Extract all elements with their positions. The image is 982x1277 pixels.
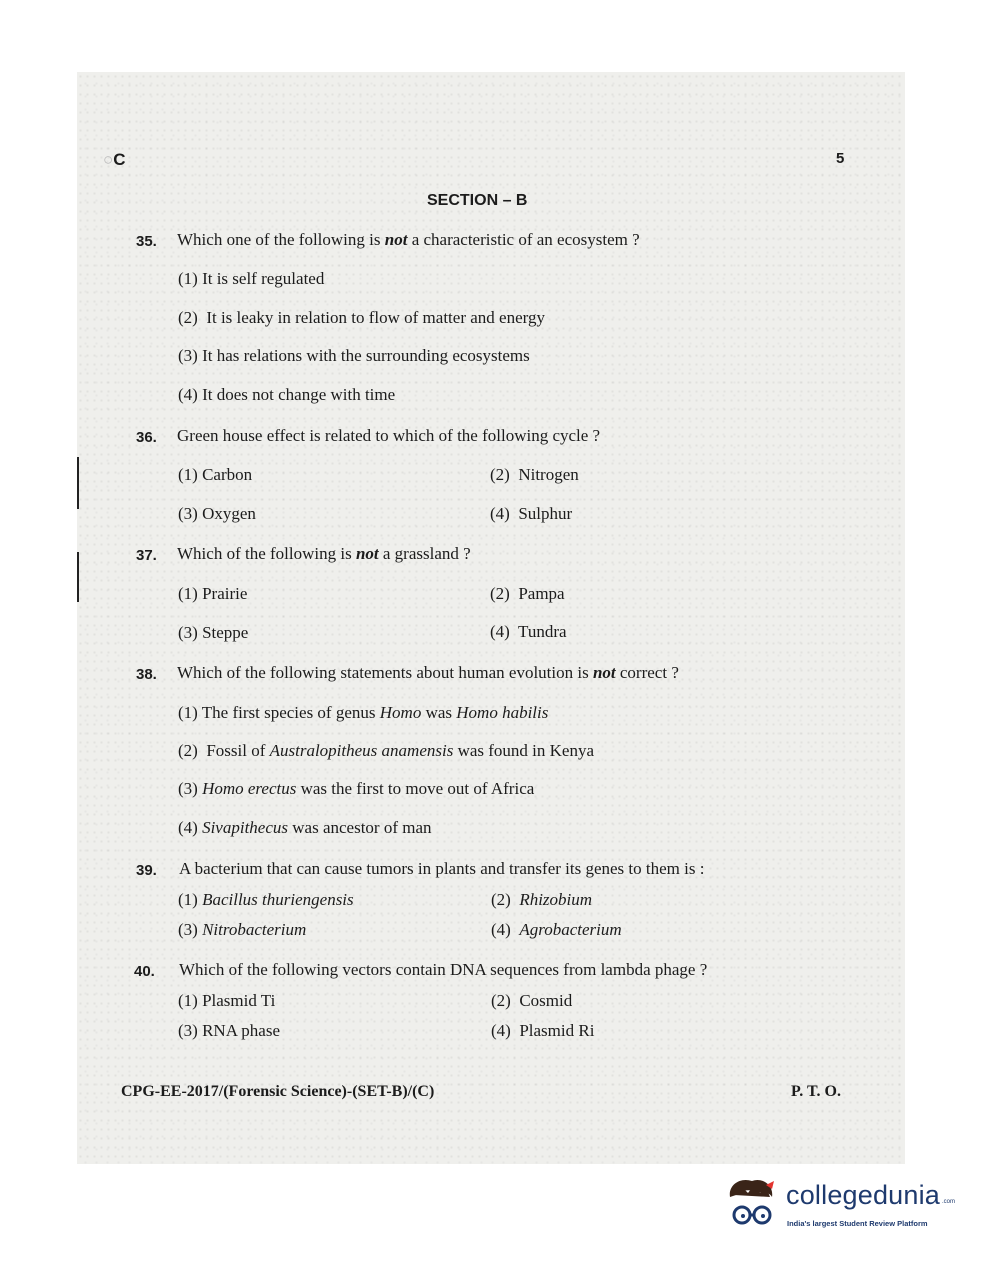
logo-wordmark: collegedunia: [786, 1180, 941, 1210]
option: (4) Agrobacterium: [491, 920, 622, 939]
page-number: 5: [836, 150, 845, 167]
option: (2) Rhizobium: [491, 890, 593, 909]
option: (4) Plasmid Ri: [491, 1021, 595, 1040]
question-text: Which one of the following is not a characteristic of an ecosystem ?: [177, 230, 640, 249]
option: (3) Nitrobacterium: [178, 920, 307, 939]
question-number: 40.: [134, 963, 155, 980]
logo-tagline: India's largest Student Review Platform: [787, 1219, 928, 1228]
option: (1) Prairie: [178, 584, 248, 603]
option: (1) Bacillus thuriengensis: [178, 890, 354, 909]
option: (2) Cosmid: [491, 991, 573, 1010]
option: (3) Steppe: [178, 623, 249, 642]
option: (2) Nitrogen: [490, 465, 579, 484]
option: (1) It is self regulated: [178, 269, 325, 288]
margin-mark: [77, 457, 79, 509]
option: (2) It is leaky in relation to flow of matter and energy: [178, 308, 545, 327]
section-title: SECTION – B: [427, 192, 528, 209]
option: (4) Sulphur: [490, 504, 573, 523]
option: (4) It does not change with time: [178, 385, 396, 404]
question-number: 38.: [136, 666, 157, 683]
option: (1) The first species of genus Homo was Homo habilis: [178, 703, 549, 722]
option: (1) Carbon: [178, 465, 253, 484]
question-number: 37.: [136, 547, 157, 564]
option: (3) It has relations with the surrounding ecosystems: [178, 346, 530, 365]
exam-code: CPG-EE-2017/(Forensic Science)-(SET-B)/(C): [121, 1083, 435, 1100]
option: (3) Oxygen: [178, 504, 256, 523]
option: (1) Plasmid Ti: [178, 991, 276, 1010]
option: (2) Fossil of Australopitheus anamensis was found in Kenya: [178, 741, 595, 760]
please-turn-over: P. T. O.: [791, 1083, 841, 1100]
question-text: Which of the following statements about human evolution is not correct ?: [177, 663, 679, 682]
series-code: ○C: [103, 150, 126, 169]
question-text: A bacterium that can cause tumors in plants and transfer its genes to them is :: [179, 859, 705, 878]
option: (4) Tundra: [490, 622, 567, 641]
question-text: Which of the following vectors contain DNA sequences from lambda phage ?: [179, 960, 708, 979]
option: (2) Pampa: [490, 584, 565, 603]
option: (3) Homo erectus was the first to move out of Africa: [178, 779, 535, 798]
option: (4) Sivapithecus was ancestor of man: [178, 818, 432, 837]
question-number: 36.: [136, 429, 157, 446]
logo-suffix: .com: [942, 1199, 956, 1205]
question-number: 39.: [136, 862, 157, 879]
margin-mark: [77, 552, 79, 602]
question-text: Green house effect is related to which of the following cycle ?: [177, 426, 601, 445]
question-number: 35.: [136, 233, 157, 250]
question-text: Which of the following is not a grassland ?: [177, 544, 471, 563]
option: (3) RNA phase: [178, 1021, 280, 1040]
